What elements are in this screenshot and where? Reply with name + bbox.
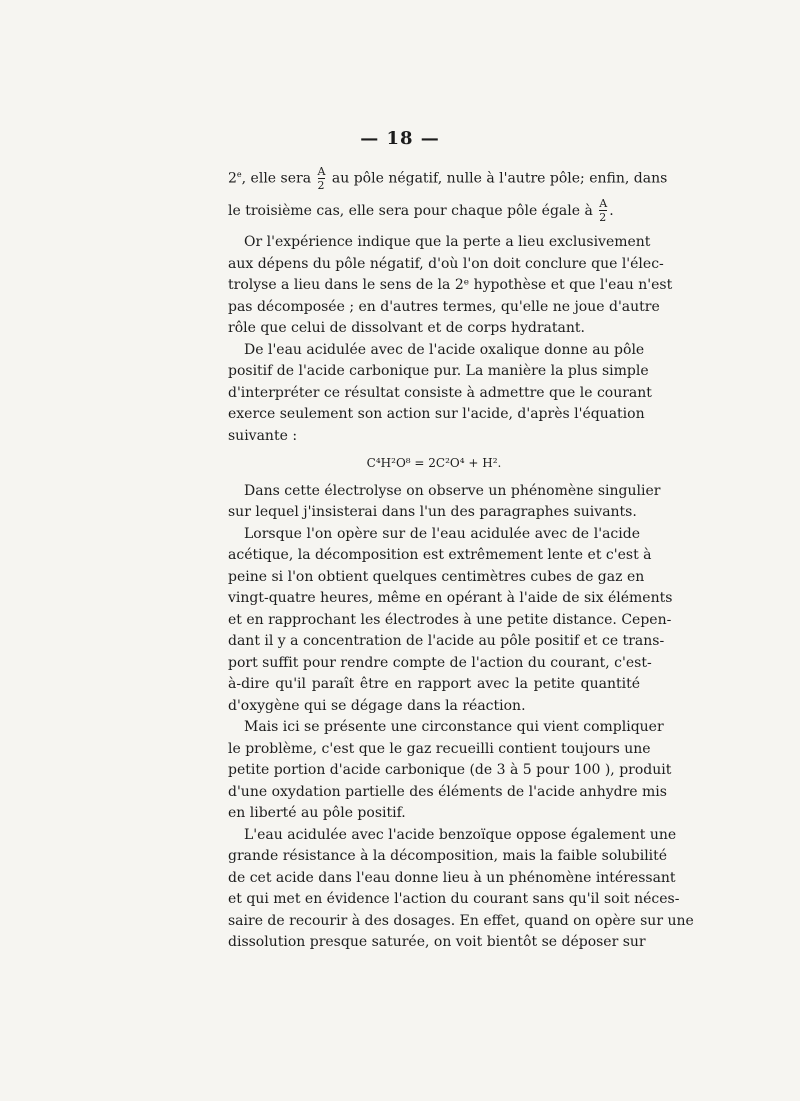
text-line: pas décomposée ; en d'autres termes, qu'elle ne joue d'autre <box>228 298 660 315</box>
text-line: Dans cette électrolyse on observe un phénomène singulier <box>244 482 661 499</box>
text-fragment: au pôle négatif, nulle à l'autre pôle; enfin, dans <box>327 170 668 187</box>
paragraph <box>228 481 661 524</box>
body-text <box>228 232 694 954</box>
text-fragment: le troisième cas, elle sera pour chaque pôle égale à <box>228 202 593 219</box>
paragraph <box>228 717 672 825</box>
text-line: aux dépens du pôle négatif, d'où l'on doit conclure que l'élec- <box>228 255 664 272</box>
text-line: suivante : <box>228 427 298 444</box>
text-line: le problème, c'est que le gaz recueilli contient toujours une <box>228 740 651 757</box>
opening-lines <box>228 160 668 228</box>
chemical-equation: C⁴H²O⁸ = 2C²O⁴ + H². <box>366 456 502 470</box>
text-line: saire de recourir à des dosages. En effet, quand on opère sur une <box>228 912 694 929</box>
fraction <box>318 166 326 191</box>
text-line: de cet acide dans l'eau donne lieu à un phénomène intéressant <box>228 869 676 886</box>
text-fragment: . <box>609 202 614 219</box>
page-number: — 18 — <box>360 128 440 149</box>
paragraph <box>228 232 673 340</box>
text-line: grande résistance à la décomposition, mais la faible solubilité <box>228 848 668 864</box>
text-line: d'interpréter ce résultat consiste à admettre que le courant <box>228 384 652 401</box>
text-fragment: 2 <box>228 170 237 187</box>
text-line: exerce seulement son action sur l'acide, d'après l'équation <box>228 406 645 422</box>
text-line: petite portion d'acide carbonique (de 3 à 5 pour 100 ), produit <box>228 762 672 778</box>
text-line <box>228 194 640 228</box>
fraction-numerator: A <box>317 165 326 179</box>
text-line: peine si l'on obtient quelques centimètres cubes de gaz en <box>228 568 645 585</box>
text-line: dant il y a concentration de l'acide au pôle positif et ce trans- <box>228 633 665 649</box>
text-line: trolyse a lieu dans le sens de la 2ᵉ hypothèse et que l'eau n'est <box>228 277 673 293</box>
paragraph <box>228 340 652 448</box>
fraction <box>599 198 607 223</box>
text-line: et en rapprochant les électrodes à une petite distance. Cepen- <box>228 611 672 628</box>
text-line: L'eau acidulée avec l'acide benzoïque oppose également une <box>244 826 677 843</box>
text-line: et qui met en évidence l'action du courant sans qu'il soit néces- <box>228 891 680 907</box>
text-line: rôle que celui de dissolvant et de corps hydratant. <box>228 320 585 336</box>
text-line: positif de l'acide carbonique pur. La manière la plus simple <box>228 363 649 379</box>
text-line: port suffit pour rendre compte de l'action du courant, c'est- <box>228 654 652 671</box>
text-line: Mais ici se présente une circonstance qui vient compliquer <box>244 719 664 735</box>
text-fragment: , elle sera <box>241 170 312 187</box>
superscript: e <box>236 170 242 179</box>
text-line: vingt-quatre heures, même en opérant à l'aide de six éléments <box>228 590 673 606</box>
text-line: sur lequel j'insisterai dans l'un des paragraphes suivants. <box>228 504 637 520</box>
text-line: acétique, la décomposition est extrêmement lente et c'est à <box>228 547 652 563</box>
text-line: De l'eau acidulée avec de l'acide oxalique donne au pôle <box>244 341 645 358</box>
text-line: d'une oxydation partielle des éléments de l'acide anhydre mis <box>228 783 667 800</box>
text-line: en liberté au pôle positif. <box>228 805 406 821</box>
text-line <box>228 160 668 194</box>
text-line: dissolution presque saturée, on voit bientôt se déposer sur <box>228 934 646 950</box>
paragraph <box>228 825 694 954</box>
fraction-denominator: 2 <box>317 179 325 193</box>
text-line: Or l'expérience indique que la perte a lieu exclusivement <box>244 234 651 250</box>
paragraph <box>228 524 673 718</box>
fraction-denominator: 2 <box>599 211 607 225</box>
text-line: Lorsque l'on opère sur de l'eau acidulée avec de l'acide <box>244 525 640 542</box>
fraction-numerator: A <box>599 197 608 211</box>
text-line: à-dire qu'il paraît être en rapport avec la petite quantité <box>228 676 640 692</box>
text-line: d'oxygène qui se dégage dans la réaction. <box>228 697 526 714</box>
